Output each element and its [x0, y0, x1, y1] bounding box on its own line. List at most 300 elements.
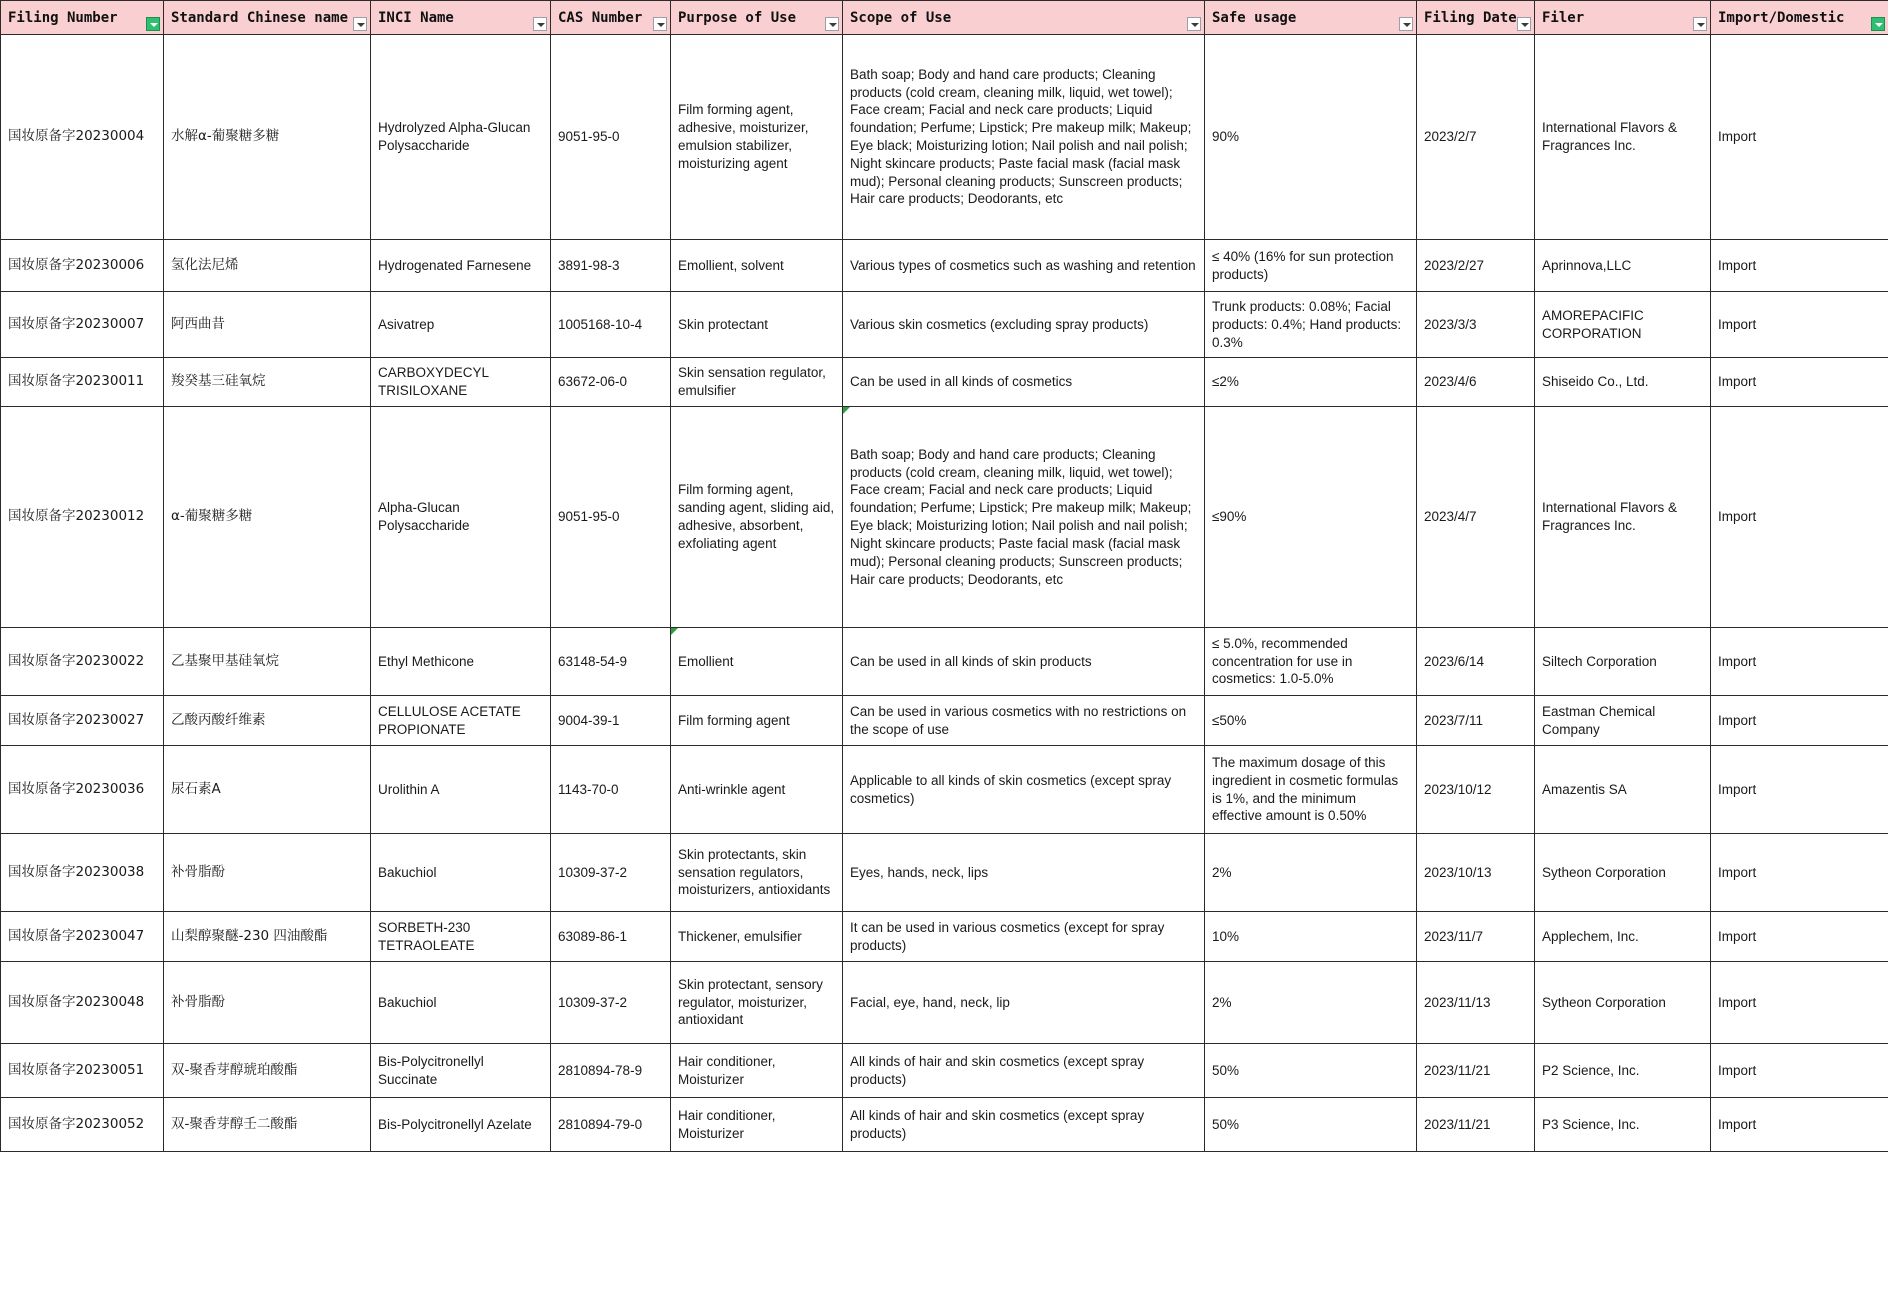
cell-text: 双-聚香芽醇琥珀酸酯: [171, 1061, 298, 1078]
cell-cas-number[interactable]: [551, 358, 671, 407]
cell-filing-date[interactable]: [1417, 358, 1535, 407]
cell-scope-of-use[interactable]: [843, 35, 1205, 240]
cell-import-domestic[interactable]: [1711, 407, 1888, 628]
cell-cas-number[interactable]: [551, 240, 671, 292]
cell-scope-of-use[interactable]: [843, 834, 1205, 912]
cell-text: 3891-98-3: [558, 257, 620, 273]
column-header-filing-date[interactable]: [1417, 1, 1535, 35]
cell-safe-usage[interactable]: [1205, 292, 1417, 358]
cell-text: Import: [1718, 316, 1757, 332]
table-body: [1, 35, 1888, 1152]
cell-text: Import: [1718, 781, 1757, 797]
cell-scope-of-use[interactable]: [843, 292, 1205, 358]
cell-inci-name[interactable]: [371, 35, 551, 240]
cell-purpose-of-use[interactable]: [671, 628, 843, 696]
cell-text: Trunk products: 0.08%; Facial products: 0.4%; Hand products: 0.3%: [1212, 299, 1402, 350]
cell-filing-number[interactable]: [1, 912, 164, 962]
cell-cas-number[interactable]: [551, 407, 671, 628]
table-row[interactable]: [1, 35, 1888, 240]
cell-safe-usage[interactable]: [1205, 407, 1417, 628]
cell-text: Import: [1718, 864, 1757, 880]
cell-standard-chinese-name[interactable]: [164, 35, 371, 240]
cell-text: SORBETH-230 TETRAOLEATE: [378, 919, 475, 953]
cell-safe-usage[interactable]: [1205, 1098, 1417, 1152]
table-row[interactable]: [1, 407, 1888, 628]
cell-cas-number[interactable]: [551, 1044, 671, 1098]
cell-text: It can be used in various cosmetics (except for spray products): [850, 919, 1165, 953]
cell-text: 2%: [1212, 864, 1232, 880]
cell-text: 国妆原备字20230004: [8, 128, 145, 145]
cell-import-domestic[interactable]: [1711, 912, 1888, 962]
cell-text: 2023/2/7: [1424, 129, 1477, 145]
cell-text: 2023/10/13: [1424, 864, 1492, 880]
cell-text: Skin protectant, sensory regulator, moisturizer, antioxidant: [678, 976, 823, 1028]
cell-text: Eastman Chemical Company: [1542, 703, 1656, 737]
cell-text: Skin sensation regulator, emulsifier: [678, 365, 826, 399]
cell-text: 国妆原备字20230052: [8, 1115, 145, 1132]
cell-filing-number[interactable]: [1, 358, 164, 407]
cell-text: 2810894-78-9: [558, 1062, 643, 1078]
table-row[interactable]: [1, 696, 1888, 746]
cell-purpose-of-use[interactable]: [671, 834, 843, 912]
cell-text: Anti-wrinkle agent: [678, 781, 786, 797]
cell-text: Can be used in various cosmetics with no restrictions on the scope of use: [850, 703, 1187, 737]
table-row[interactable]: [1, 1044, 1888, 1098]
cell-text: All kinds of hair and skin cosmetics (except spray products): [850, 1107, 1145, 1141]
cell-text: Sytheon Corporation: [1542, 994, 1666, 1010]
table-row[interactable]: [1, 962, 1888, 1044]
table-row[interactable]: [1, 1098, 1888, 1152]
cell-text: 2023/7/11: [1424, 712, 1484, 728]
cell-text: 63148-54-9: [558, 653, 628, 669]
cell-purpose-of-use[interactable]: [671, 1044, 843, 1098]
cell-filing-number[interactable]: [1, 746, 164, 834]
cell-text: 10%: [1212, 928, 1240, 944]
cell-text: 63089-86-1: [558, 928, 628, 944]
cell-text: Bakuchiol: [378, 864, 437, 880]
filter-dropdown-icon[interactable]: [825, 17, 839, 31]
cell-text: 1143-70-0: [558, 781, 619, 797]
cell-safe-usage[interactable]: [1205, 35, 1417, 240]
cell-cas-number[interactable]: [551, 35, 671, 240]
cell-filing-date[interactable]: [1417, 912, 1535, 962]
cell-filer[interactable]: [1535, 834, 1711, 912]
cell-standard-chinese-name[interactable]: [164, 1098, 371, 1152]
cell-text: 50%: [1212, 1116, 1240, 1132]
column-header-label: Import/Domestic: [1718, 9, 1845, 26]
cell-scope-of-use[interactable]: [843, 696, 1205, 746]
cell-text: CELLULOSE ACETATE PROPIONATE: [378, 703, 521, 737]
cell-filing-date[interactable]: [1417, 1044, 1535, 1098]
cell-text: 2023/6/14: [1424, 653, 1485, 669]
filter-dropdown-icon[interactable]: [533, 17, 547, 31]
cell-scope-of-use[interactable]: [843, 407, 1205, 628]
cell-purpose-of-use[interactable]: [671, 696, 843, 746]
cell-text: 2023/4/6: [1424, 374, 1477, 390]
cell-filing-number[interactable]: [1, 240, 164, 292]
cell-import-domestic[interactable]: [1711, 35, 1888, 240]
cell-text: Hydrogenated Farnesene: [378, 257, 532, 273]
table-row[interactable]: [1, 628, 1888, 696]
cell-filer[interactable]: [1535, 35, 1711, 240]
comment-marker-icon: [671, 628, 678, 635]
cell-text: Sytheon Corporation: [1542, 864, 1666, 880]
cell-safe-usage[interactable]: [1205, 696, 1417, 746]
cell-scope-of-use[interactable]: [843, 1044, 1205, 1098]
column-header-label: Scope of Use: [850, 9, 952, 26]
cell-cas-number[interactable]: [551, 746, 671, 834]
cell-scope-of-use[interactable]: [843, 746, 1205, 834]
cell-import-domestic[interactable]: [1711, 358, 1888, 407]
cell-standard-chinese-name[interactable]: [164, 292, 371, 358]
cell-text: Hair conditioner, Moisturizer: [678, 1053, 776, 1087]
cell-text: Import: [1718, 994, 1757, 1010]
cell-standard-chinese-name[interactable]: [164, 962, 371, 1044]
cell-text: Film forming agent, adhesive, moisturizer, emulsion stabilizer, moisturizing agent: [678, 102, 809, 171]
cell-filing-date[interactable]: [1417, 696, 1535, 746]
cell-text: 乙酸丙酸纤维素: [171, 711, 266, 728]
cell-purpose-of-use[interactable]: [671, 746, 843, 834]
cell-scope-of-use[interactable]: [843, 240, 1205, 292]
cell-purpose-of-use[interactable]: [671, 407, 843, 628]
column-header-filing-number[interactable]: [1, 1, 164, 35]
cell-purpose-of-use[interactable]: [671, 962, 843, 1044]
table-row[interactable]: [1, 746, 1888, 834]
cell-filing-number[interactable]: [1, 1044, 164, 1098]
cell-text: 乙基聚甲基硅氧烷: [171, 652, 279, 669]
column-header-filer[interactable]: [1535, 1, 1711, 35]
cell-text: Film forming agent: [678, 712, 790, 728]
cell-text: 9004-39-1: [558, 712, 620, 728]
cell-filing-date[interactable]: [1417, 628, 1535, 696]
cell-filing-number[interactable]: [1, 834, 164, 912]
cell-text: Shiseido Co., Ltd.: [1542, 374, 1649, 390]
column-header-purpose-of-use[interactable]: [671, 1, 843, 35]
table-row[interactable]: [1, 912, 1888, 962]
cell-filer[interactable]: [1535, 358, 1711, 407]
table-row[interactable]: [1, 358, 1888, 407]
cell-cas-number[interactable]: [551, 1098, 671, 1152]
cell-standard-chinese-name[interactable]: [164, 696, 371, 746]
cell-inci-name[interactable]: [371, 358, 551, 407]
cell-text: Film forming agent, sanding agent, sliding aid, adhesive, absorbent, exfoliating agent: [678, 482, 835, 551]
cell-inci-name[interactable]: [371, 1098, 551, 1152]
cell-inci-name[interactable]: [371, 746, 551, 834]
cell-safe-usage[interactable]: [1205, 240, 1417, 292]
column-header-label: Purpose of Use: [678, 9, 797, 26]
cell-text: 10309-37-2: [558, 864, 628, 880]
cell-import-domestic[interactable]: [1711, 292, 1888, 358]
cell-text: Import: [1718, 1116, 1757, 1132]
cell-text: Bath soap; Body and hand care products; Cleaning products (cold cream, cleaning milk, liquid, wet towel); Face cream; Facial and neck care products; Liquid foundation; Perfume; Lipstick; Pre makeup milk; Makeup; Eye black; Moisturizing lotion; Nail polish and nail polish; Night skincare products; Paste facial mask (facial mask mud); Personal cleaning products; Sunscreen products; Hair care products; Deodorants, etc: [850, 446, 1192, 587]
cell-filer[interactable]: [1535, 1098, 1711, 1152]
cell-inci-name[interactable]: [371, 1044, 551, 1098]
cell-text: Eyes, hands, neck, lips: [850, 864, 989, 880]
cell-safe-usage[interactable]: [1205, 746, 1417, 834]
cell-text: Bakuchiol: [378, 994, 437, 1010]
cell-filing-date[interactable]: [1417, 292, 1535, 358]
cell-scope-of-use[interactable]: [843, 628, 1205, 696]
cell-text: ≤90%: [1212, 509, 1247, 525]
cell-text: 63672-06-0: [558, 374, 628, 390]
cell-text: 山梨醇聚醚-230 四油酸酯: [171, 927, 328, 944]
cell-filing-number[interactable]: [1, 962, 164, 1044]
filter-dropdown-icon[interactable]: [1187, 17, 1201, 31]
cell-cas-number[interactable]: [551, 912, 671, 962]
cell-import-domestic[interactable]: [1711, 628, 1888, 696]
cell-filing-date[interactable]: [1417, 407, 1535, 628]
cell-text: 国妆原备字20230022: [8, 652, 145, 669]
cell-text: Import: [1718, 374, 1757, 390]
cell-inci-name[interactable]: [371, 240, 551, 292]
cell-scope-of-use[interactable]: [843, 1098, 1205, 1152]
cell-standard-chinese-name[interactable]: [164, 407, 371, 628]
cell-scope-of-use[interactable]: [843, 912, 1205, 962]
cell-text: Can be used in all kinds of cosmetics: [850, 374, 1073, 390]
column-header-label: Safe usage: [1212, 9, 1297, 26]
column-header-label: Filing Date: [1424, 9, 1517, 26]
filter-dropdown-icon[interactable]: [1693, 17, 1707, 31]
cell-scope-of-use[interactable]: [843, 962, 1205, 1044]
cell-text: Aprinnova,LLC: [1542, 257, 1632, 273]
cell-filer[interactable]: [1535, 240, 1711, 292]
cell-filer[interactable]: [1535, 962, 1711, 1044]
cell-import-domestic[interactable]: [1711, 962, 1888, 1044]
column-header-label: Filing Number: [8, 9, 118, 26]
cell-filer[interactable]: [1535, 407, 1711, 628]
cell-standard-chinese-name[interactable]: [164, 834, 371, 912]
cell-text: 国妆原备字20230006: [8, 256, 145, 273]
cell-text: 1005168-10-4: [558, 316, 643, 332]
cell-text: 2023/3/3: [1424, 316, 1477, 332]
cell-text: Bis-Polycitronellyl Azelate: [378, 1116, 532, 1132]
cell-text: Skin protectants, skin sensation regulators, moisturizers, antioxidants: [678, 846, 831, 898]
cell-text: Facial, eye, hand, neck, lip: [850, 994, 1010, 1010]
cell-inci-name[interactable]: [371, 292, 551, 358]
column-header-label: Filer: [1542, 9, 1585, 26]
cell-text: 国妆原备字20230051: [8, 1061, 145, 1078]
cell-standard-chinese-name[interactable]: [164, 628, 371, 696]
cell-text: 2023/2/27: [1424, 257, 1485, 273]
column-header-inci-name[interactable]: [371, 1, 551, 35]
cell-inci-name[interactable]: [371, 834, 551, 912]
cell-filer[interactable]: [1535, 292, 1711, 358]
table-row[interactable]: [1, 834, 1888, 912]
cell-filing-date[interactable]: [1417, 1098, 1535, 1152]
cell-text: 2023/11/21: [1424, 1116, 1491, 1132]
cell-text: Import: [1718, 129, 1757, 145]
filter-dropdown-icon[interactable]: [1517, 17, 1531, 31]
cell-text: 90%: [1212, 129, 1240, 145]
cell-cas-number[interactable]: [551, 962, 671, 1044]
cell-text: Import: [1718, 1062, 1757, 1078]
cell-standard-chinese-name[interactable]: [164, 1044, 371, 1098]
cell-filer[interactable]: [1535, 696, 1711, 746]
cell-text: CARBOXYDECYL TRISILOXANE: [378, 365, 489, 399]
cell-text: α-葡聚糖多糖: [171, 508, 253, 525]
cell-purpose-of-use[interactable]: [671, 292, 843, 358]
cell-text: Bath soap; Body and hand care products; Cleaning products (cold cream, cleaning milk, liquid, wet towel); Face cream; Facial and neck care products; Liquid foundation; Perfume; Lipstick; Pre makeup milk; Makeup; Eye black; Moisturizing lotion; Nail polish and nail polish; Night skincare products; Paste facial mask (facial mask mud); Personal cleaning products; Sunscreen products; Hair care products; Deodorants, etc: [850, 66, 1192, 207]
column-header-cas-number[interactable]: [551, 1, 671, 35]
cell-text: 氢化法尼烯: [171, 256, 239, 273]
filter-dropdown-icon[interactable]: [1399, 17, 1413, 31]
cell-inci-name[interactable]: [371, 912, 551, 962]
cell-text: Skin protectant: [678, 316, 769, 332]
cell-text: Siltech Corporation: [1542, 653, 1657, 669]
cell-text: Hair conditioner, Moisturizer: [678, 1107, 776, 1141]
cell-filing-number[interactable]: [1, 35, 164, 240]
cell-text: ≤50%: [1212, 712, 1247, 728]
cell-text: Various types of cosmetics such as washing and retention: [850, 257, 1196, 273]
cell-filing-date[interactable]: [1417, 35, 1535, 240]
cell-text: 2023/10/12: [1424, 781, 1492, 797]
comment-marker-icon: [843, 407, 850, 414]
cell-text: ≤ 5.0%, recommended concentration for use in cosmetics: 1.0-5.0%: [1212, 635, 1353, 687]
cell-text: 50%: [1212, 1062, 1240, 1078]
cell-inci-name[interactable]: [371, 628, 551, 696]
cell-import-domestic[interactable]: [1711, 834, 1888, 912]
cell-import-domestic[interactable]: [1711, 1098, 1888, 1152]
cell-text: 国妆原备字20230007: [8, 315, 145, 332]
cell-filer[interactable]: [1535, 746, 1711, 834]
cell-text: AMOREPACIFIC CORPORATION: [1542, 307, 1644, 341]
cell-text: Urolithin A: [378, 781, 440, 797]
column-header-safe-usage[interactable]: [1205, 1, 1417, 35]
cell-text: 2810894-79-0: [558, 1116, 643, 1132]
cell-filing-number[interactable]: [1, 696, 164, 746]
cell-safe-usage[interactable]: [1205, 358, 1417, 407]
cell-text: Alpha-Glucan Polysaccharide: [378, 500, 470, 534]
filter-dropdown-icon[interactable]: [653, 17, 667, 31]
cell-filing-number[interactable]: [1, 407, 164, 628]
cell-text: 国妆原备字20230038: [8, 863, 145, 880]
cell-import-domestic[interactable]: [1711, 696, 1888, 746]
cell-text: Import: [1718, 928, 1757, 944]
cell-filer[interactable]: [1535, 912, 1711, 962]
cell-text: Applicable to all kinds of skin cosmetics (except spray cosmetics): [850, 772, 1172, 806]
cell-import-domestic[interactable]: [1711, 746, 1888, 834]
cell-purpose-of-use[interactable]: [671, 912, 843, 962]
cell-text: 阿西曲昔: [171, 315, 225, 332]
cell-text: Asivatrep: [378, 316, 435, 332]
cell-text: Ethyl Methicone: [378, 653, 475, 669]
cell-filing-number[interactable]: [1, 1098, 164, 1152]
cell-standard-chinese-name[interactable]: [164, 358, 371, 407]
cell-filing-date[interactable]: [1417, 746, 1535, 834]
cell-purpose-of-use[interactable]: [671, 35, 843, 240]
cell-text: Thickener, emulsifier: [678, 928, 802, 944]
cell-text: 尿石素A: [171, 780, 221, 797]
cell-text: ≤ 40% (16% for sun protection products): [1212, 248, 1394, 282]
cell-safe-usage[interactable]: [1205, 912, 1417, 962]
cell-text: Hydrolyzed Alpha-Glucan Polysaccharide: [378, 120, 531, 153]
column-header-label: Standard Chinese name: [171, 9, 349, 26]
table-row[interactable]: [1, 292, 1888, 358]
cell-inci-name[interactable]: [371, 962, 551, 1044]
cell-text: 2023/4/7: [1424, 509, 1477, 525]
cell-filing-date[interactable]: [1417, 834, 1535, 912]
table-row[interactable]: [1, 240, 1888, 292]
cell-text: Can be used in all kinds of skin products: [850, 653, 1092, 669]
cell-purpose-of-use[interactable]: [671, 1098, 843, 1152]
filter-dropdown-icon[interactable]: [146, 17, 160, 31]
cell-text: 2023/11/13: [1424, 994, 1491, 1010]
cell-cas-number[interactable]: [551, 834, 671, 912]
cell-text: International Flavors & Fragrances Inc.: [1542, 500, 1678, 534]
cell-text: Emollient, solvent: [678, 257, 784, 273]
cell-text: International Flavors & Fragrances Inc.: [1542, 120, 1678, 153]
cell-filing-date[interactable]: [1417, 240, 1535, 292]
cell-safe-usage[interactable]: [1205, 834, 1417, 912]
cell-text: 补骨脂酚: [171, 863, 225, 880]
cell-text: 国妆原备字20230027: [8, 711, 145, 728]
filter-dropdown-icon[interactable]: [1871, 17, 1885, 31]
cell-text: Import: [1718, 509, 1757, 525]
column-header-standard-chinese-name[interactable]: [164, 1, 371, 35]
cell-filing-number[interactable]: [1, 292, 164, 358]
cell-inci-name[interactable]: [371, 696, 551, 746]
cell-text: 国妆原备字20230012: [8, 508, 145, 525]
cell-safe-usage[interactable]: [1205, 1044, 1417, 1098]
cell-filing-date[interactable]: [1417, 962, 1535, 1044]
cell-import-domestic[interactable]: [1711, 240, 1888, 292]
cell-text: 2%: [1212, 994, 1232, 1010]
cell-text: ≤2%: [1212, 374, 1239, 390]
cell-text: 2023/11/21: [1424, 1062, 1491, 1078]
cell-filer[interactable]: [1535, 1044, 1711, 1098]
column-header-import-domestic[interactable]: [1711, 1, 1888, 35]
cell-text: Import: [1718, 257, 1757, 273]
cell-safe-usage[interactable]: [1205, 962, 1417, 1044]
cell-cas-number[interactable]: [551, 292, 671, 358]
cell-text: Import: [1718, 712, 1757, 728]
cell-inci-name[interactable]: [371, 407, 551, 628]
cell-standard-chinese-name[interactable]: [164, 912, 371, 962]
cell-text: P2 Science, Inc.: [1542, 1062, 1640, 1078]
cell-text: 国妆原备字20230011: [8, 373, 145, 390]
cell-text: 2023/11/7: [1424, 928, 1484, 944]
cell-text: 国妆原备字20230048: [8, 993, 145, 1010]
cell-text: 羧癸基三硅氧烷: [171, 373, 266, 390]
cell-text: 国妆原备字20230047: [8, 927, 145, 944]
cell-scope-of-use[interactable]: [843, 358, 1205, 407]
cell-standard-chinese-name[interactable]: [164, 746, 371, 834]
cell-text: All kinds of hair and skin cosmetics (except spray products): [850, 1053, 1145, 1087]
cell-text: 10309-37-2: [558, 994, 628, 1010]
column-header-label: CAS Number: [558, 9, 643, 26]
cell-import-domestic[interactable]: [1711, 1044, 1888, 1098]
cell-filing-number[interactable]: [1, 628, 164, 696]
cell-purpose-of-use[interactable]: [671, 240, 843, 292]
cell-safe-usage[interactable]: [1205, 628, 1417, 696]
cell-text: 双-聚香芽醇壬二酸酯: [171, 1115, 298, 1132]
cell-text: Emollient: [678, 653, 734, 669]
cell-text: 9051-95-0: [558, 509, 620, 525]
cell-text: Various skin cosmetics (excluding spray products): [850, 316, 1149, 332]
cell-text: Amazentis SA: [1542, 781, 1627, 797]
filter-dropdown-icon[interactable]: [353, 17, 367, 31]
cell-cas-number[interactable]: [551, 696, 671, 746]
cell-text: 水解α-葡聚糖多糖: [171, 128, 280, 145]
column-header-scope-of-use[interactable]: [843, 1, 1205, 35]
cell-cas-number[interactable]: [551, 628, 671, 696]
cell-purpose-of-use[interactable]: [671, 358, 843, 407]
cell-filer[interactable]: [1535, 628, 1711, 696]
cell-text: Bis-Polycitronellyl Succinate: [378, 1053, 484, 1087]
cell-text: Import: [1718, 653, 1757, 669]
cell-standard-chinese-name[interactable]: [164, 240, 371, 292]
cell-text: 补骨脂酚: [171, 993, 225, 1010]
